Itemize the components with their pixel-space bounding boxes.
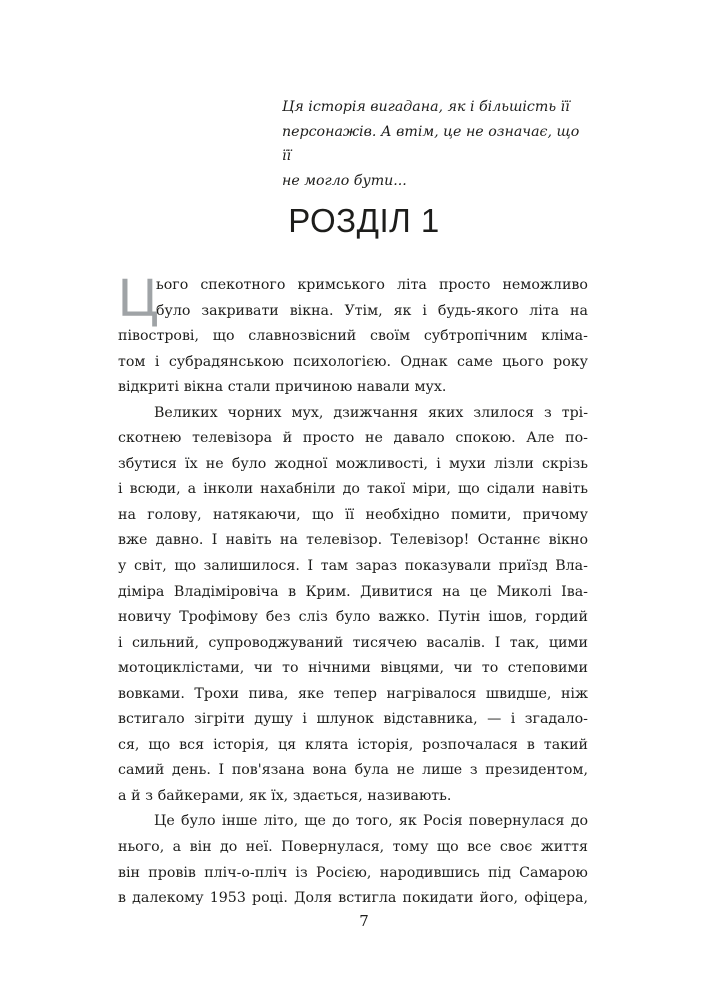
word: відставника, xyxy=(383,711,478,728)
chapter-body xyxy=(118,268,588,912)
word: скрізь xyxy=(542,455,588,472)
word: 1953 xyxy=(209,890,246,907)
word: показували xyxy=(404,558,492,575)
word: можливості, xyxy=(335,455,429,472)
word: — xyxy=(487,711,502,728)
word: гордий xyxy=(535,609,588,626)
word: саме xyxy=(457,353,493,370)
word: самий xyxy=(118,762,165,779)
word: чи xyxy=(253,660,273,677)
word: стали xyxy=(227,379,271,396)
word: день. xyxy=(172,762,211,779)
text-line xyxy=(118,861,588,887)
text-line xyxy=(118,758,588,784)
word: Дивитися xyxy=(360,583,433,600)
word: жодної xyxy=(274,455,328,472)
word: до xyxy=(220,839,238,856)
word: встигла xyxy=(338,890,397,907)
word: до xyxy=(342,481,360,498)
word: психологією. xyxy=(293,353,391,370)
word: на xyxy=(570,302,588,319)
word: їх xyxy=(185,455,198,472)
word: їх, xyxy=(271,787,289,804)
word: нього, xyxy=(118,839,165,856)
word: літа xyxy=(397,277,427,293)
word: пліч-о-пліч xyxy=(204,864,288,881)
text-line xyxy=(118,707,588,733)
word: на xyxy=(279,532,298,549)
word: що xyxy=(174,558,197,575)
word: вікна. xyxy=(289,302,334,319)
word: як xyxy=(398,813,417,830)
word: навіть xyxy=(225,532,272,549)
word: пива, xyxy=(248,685,289,702)
word: було xyxy=(335,609,371,626)
word: причому xyxy=(522,506,588,523)
word: мух. xyxy=(414,379,447,396)
word: історія, xyxy=(213,736,270,753)
word: Це xyxy=(154,813,175,830)
word: яке xyxy=(297,685,325,702)
word: чорних xyxy=(227,404,282,421)
word: Трохи xyxy=(194,685,239,702)
word: ього xyxy=(156,277,189,293)
text-line xyxy=(118,452,588,478)
word: літо, xyxy=(263,813,299,830)
word: супроводжуваний xyxy=(208,634,344,651)
chapter-title: РОЗДІЛ 1 xyxy=(288,202,440,239)
word: швидше, xyxy=(485,685,552,702)
word: вовками. xyxy=(118,685,185,702)
word: Владіміровіча xyxy=(173,583,279,600)
word: під xyxy=(488,864,511,881)
word: не xyxy=(205,455,224,472)
word: необхідно xyxy=(365,506,440,523)
word: як xyxy=(393,302,412,319)
word: не xyxy=(365,430,383,447)
word: народившись xyxy=(379,864,480,881)
text-line xyxy=(118,554,588,580)
word: була xyxy=(354,762,389,779)
word: в xyxy=(288,583,297,600)
word: трі- xyxy=(561,404,588,421)
text-line xyxy=(118,324,588,350)
word: і xyxy=(302,711,307,728)
word: збутися xyxy=(118,455,177,472)
word: шлунок xyxy=(316,711,374,728)
word: він xyxy=(189,839,212,856)
word: ся, xyxy=(118,736,140,753)
word: й xyxy=(131,787,141,804)
word: нічними xyxy=(308,660,371,677)
word: по- xyxy=(565,430,588,447)
word: а xyxy=(172,839,182,856)
text-line xyxy=(118,299,588,325)
word: року xyxy=(553,353,588,370)
word: клята xyxy=(305,736,349,753)
word: міри, xyxy=(412,481,451,498)
word: том xyxy=(118,353,146,370)
text-line xyxy=(118,375,588,401)
word: просто xyxy=(302,430,355,447)
body-lines xyxy=(118,273,588,912)
word: це xyxy=(469,583,488,600)
word: Росією, xyxy=(316,864,372,881)
word: закривати xyxy=(201,302,279,319)
word: байкерами, xyxy=(157,787,244,804)
word: літа xyxy=(529,302,560,319)
word: до xyxy=(332,813,350,830)
word: Але xyxy=(526,430,555,447)
word: сильний, xyxy=(131,634,199,651)
word: так, xyxy=(509,634,540,651)
word: ця xyxy=(278,736,297,753)
word: у xyxy=(118,558,127,575)
word: згадало- xyxy=(524,711,588,728)
word: називають. xyxy=(367,787,452,804)
word: інколи xyxy=(203,481,254,498)
word: було xyxy=(156,302,191,319)
word: півострові, xyxy=(118,328,199,345)
word: мухи xyxy=(449,455,486,472)
text-line xyxy=(118,350,588,376)
word: на xyxy=(118,506,136,523)
page-number: 7 xyxy=(359,912,369,930)
word: ніж xyxy=(560,685,588,702)
word: Доля xyxy=(294,890,333,907)
word: що xyxy=(436,839,459,856)
word: в xyxy=(118,890,126,907)
word: нахабніли xyxy=(260,481,336,498)
word: офіцера, xyxy=(524,890,588,907)
word: І xyxy=(218,762,225,779)
word: сліз xyxy=(298,609,328,626)
word: І xyxy=(307,558,314,575)
word: кліма- xyxy=(541,328,588,345)
word: без xyxy=(265,609,291,626)
word: і xyxy=(154,353,160,370)
word: встигало xyxy=(118,711,185,728)
text-line xyxy=(118,528,588,554)
word: розпочалася xyxy=(422,736,518,753)
word: життя xyxy=(540,839,588,856)
word: важко. xyxy=(378,609,430,626)
word: цього xyxy=(502,353,544,370)
word: васалів. xyxy=(426,634,486,651)
word: давало xyxy=(393,430,445,447)
word: вікна xyxy=(183,379,224,396)
word: злилося xyxy=(473,404,535,421)
word: натякаючи, xyxy=(212,506,301,523)
text-line xyxy=(118,656,588,682)
word: вікно xyxy=(548,532,588,549)
word: Росія xyxy=(423,813,463,830)
word: й xyxy=(282,430,293,447)
word: новичу xyxy=(118,609,172,626)
word: Вла- xyxy=(555,558,588,575)
word: всюди, xyxy=(129,481,181,498)
word: того, xyxy=(355,813,393,830)
word: Повернулася, xyxy=(281,839,385,856)
word: лише xyxy=(422,762,463,779)
word: залишилося. xyxy=(203,558,300,575)
epigraph-line: не могло бути... xyxy=(282,172,407,189)
epigraph-line: персонажів. А втім, це не означає, що її xyxy=(282,123,580,164)
word: Утім, xyxy=(344,302,383,319)
word: славнозвісний xyxy=(248,328,357,345)
word: то xyxy=(282,660,299,677)
word: до xyxy=(570,813,588,830)
word: вівцями, xyxy=(380,660,444,677)
word: такої xyxy=(366,481,406,498)
word: спокою. xyxy=(455,430,516,447)
word: і xyxy=(436,455,441,472)
text-line xyxy=(118,682,588,708)
word: пов'язана xyxy=(231,762,305,779)
word: Миколі xyxy=(496,583,552,600)
word: вже xyxy=(118,532,148,549)
word: субрадянською xyxy=(168,353,284,370)
word: спекотного xyxy=(200,277,286,293)
word: Великих xyxy=(154,404,218,421)
word: що xyxy=(212,328,235,345)
text-line xyxy=(118,886,588,912)
word: зігріти xyxy=(194,711,245,728)
drop-cap: Ц xyxy=(118,268,158,328)
paragraph xyxy=(118,401,588,810)
word: що xyxy=(457,481,480,498)
word: голову, xyxy=(147,506,202,523)
text-line xyxy=(118,631,588,657)
word: Крим. xyxy=(305,583,351,600)
word: було xyxy=(231,455,267,472)
epigraph-line: Ця історія вигадана, як і більшість її xyxy=(282,99,570,115)
word: І xyxy=(494,634,501,651)
text-line xyxy=(118,580,588,606)
word: тому xyxy=(392,839,429,856)
word: і xyxy=(118,634,123,651)
word: неможливо xyxy=(502,277,588,293)
word: субтропічним xyxy=(423,328,528,345)
word: степовими xyxy=(507,660,588,677)
word: повернулася xyxy=(468,813,565,830)
word: будь-якого xyxy=(437,302,519,319)
word: сідали xyxy=(486,481,535,498)
word: навіть xyxy=(541,481,588,498)
word: Останнє xyxy=(477,532,541,549)
paragraph xyxy=(118,273,588,401)
word: здається, xyxy=(292,787,363,804)
word: телевізор. xyxy=(306,532,383,549)
word: покидати xyxy=(402,890,474,907)
word: ще xyxy=(304,813,326,830)
word: своє xyxy=(499,839,533,856)
word: мотоциклістами, xyxy=(118,660,245,677)
word: її xyxy=(345,506,355,523)
word: скотнею xyxy=(118,430,182,447)
word: неї. xyxy=(245,839,273,856)
word: чи xyxy=(453,660,473,677)
word: Путін xyxy=(437,609,481,626)
word: Трофімову xyxy=(179,609,258,626)
word: вона xyxy=(312,762,347,779)
word: все xyxy=(467,839,492,856)
word: помити, xyxy=(451,506,512,523)
text-line xyxy=(118,605,588,631)
word: році. xyxy=(252,890,288,907)
word: і xyxy=(422,302,427,319)
word: не xyxy=(396,762,415,779)
text-line xyxy=(118,784,588,810)
word: І xyxy=(211,532,218,549)
word: було xyxy=(181,813,216,830)
word: яких xyxy=(428,404,464,421)
word: Однак xyxy=(400,353,448,370)
word: вся xyxy=(179,736,205,753)
word: приїзд xyxy=(498,558,548,575)
text-line xyxy=(118,401,588,427)
word: з xyxy=(145,787,154,804)
word: давно. xyxy=(155,532,204,549)
word: на xyxy=(442,583,461,600)
word: мух, xyxy=(291,404,324,421)
word: Іва- xyxy=(561,583,588,600)
word: дзижчання xyxy=(333,404,419,421)
word: з xyxy=(469,762,478,779)
word: тисячею xyxy=(352,634,417,651)
word: в xyxy=(526,736,535,753)
text-line xyxy=(118,733,588,759)
text-line xyxy=(118,835,588,861)
word: телевізора xyxy=(192,430,273,447)
text-line xyxy=(118,273,588,299)
word: цими xyxy=(548,634,588,651)
word: його, xyxy=(479,890,519,907)
word: причиною xyxy=(275,379,353,396)
word: а xyxy=(187,481,197,498)
word: а xyxy=(118,787,127,804)
text-line xyxy=(118,477,588,503)
word: такий xyxy=(543,736,588,753)
word: своїм xyxy=(370,328,411,345)
word: то xyxy=(481,660,499,677)
word: зараз xyxy=(355,558,398,575)
word: Самарою xyxy=(519,864,588,881)
text-line xyxy=(118,426,588,452)
word: з xyxy=(544,404,552,421)
word: він xyxy=(118,864,140,881)
text-line xyxy=(118,809,588,835)
word: лізли xyxy=(494,455,534,472)
word: нагрівалося xyxy=(386,685,477,702)
word: історія, xyxy=(357,736,414,753)
word: Телевізор! xyxy=(390,532,470,549)
word: діміра xyxy=(118,583,165,600)
word: кримського xyxy=(297,277,385,293)
word: із xyxy=(295,864,308,881)
word: світ, xyxy=(133,558,167,575)
word: душу xyxy=(254,711,293,728)
paragraph xyxy=(118,809,588,911)
word: і xyxy=(510,711,516,728)
word: інше xyxy=(221,813,258,830)
word: президентом, xyxy=(485,762,588,779)
word: відкриті xyxy=(118,379,180,396)
word: там xyxy=(320,558,349,575)
word: далекому xyxy=(132,890,204,907)
word: і xyxy=(118,481,123,498)
word: просто xyxy=(438,277,491,293)
epigraph xyxy=(282,95,592,193)
word: провів xyxy=(148,864,196,881)
word: як xyxy=(248,787,267,804)
word: тепер xyxy=(333,685,377,702)
word: ішов, xyxy=(488,609,528,626)
text-line xyxy=(118,503,588,529)
word: що xyxy=(312,506,334,523)
word: навали xyxy=(356,379,410,396)
word: що xyxy=(148,736,171,753)
